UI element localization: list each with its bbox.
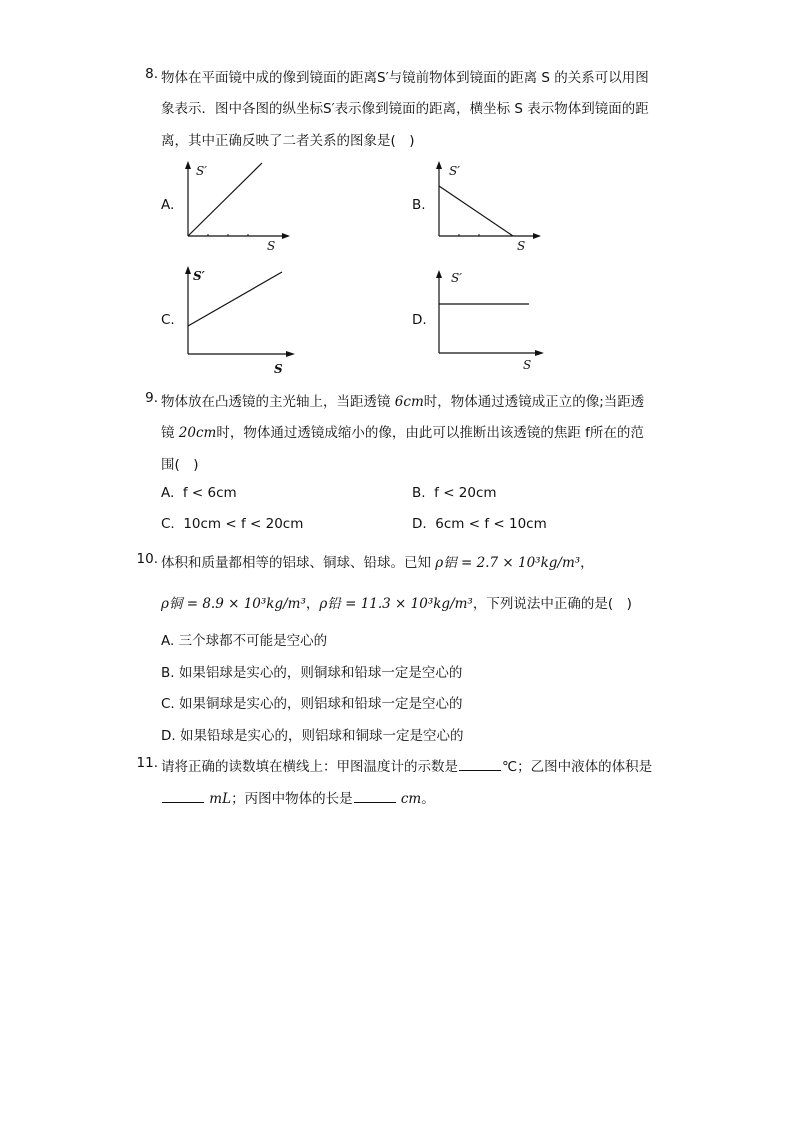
- question-number: 10.: [136, 551, 158, 567]
- question-text-line: 体积和质量都相等的铝球、铜球、铅球。已知 ρ铝 = 2.7 × 10³kg/m³，: [161, 555, 594, 571]
- question-text-line: 离，其中正确反映了二者关系的图象是( ): [161, 133, 415, 149]
- option-d-letter: D.: [412, 312, 427, 328]
- x-axis-label: S: [517, 239, 526, 253]
- option-c-letter: C.: [161, 312, 175, 328]
- question-text-line: 围( ): [161, 457, 199, 473]
- option-b: B. 如果铝球是实心的，则铜球和铅球一定是空心的: [161, 665, 463, 681]
- question-text-line: 物体放在凸透镜的主光轴上，当距透镜 6cm时，物体通过透镜成正立的像;当距透: [161, 394, 645, 410]
- density-copper: ρ铜 = 8.9 × 10³kg/m³: [161, 596, 306, 612]
- option-b: B. f < 20cm: [412, 485, 497, 501]
- option-c: C. 如果铜球是实心的，则铝球和铅球一定是空心的: [161, 696, 463, 712]
- option-b-graph: [429, 158, 549, 253]
- x-axis-label: S: [267, 239, 276, 253]
- density-lead: ρ铅 = 11.3 × 10³kg/m³: [319, 596, 473, 612]
- y-axis-label: S′: [451, 271, 462, 285]
- question-number: 8.: [145, 66, 158, 82]
- option-a-letter: A.: [161, 197, 175, 213]
- option-d: D. 6cm < f < 10cm: [412, 516, 547, 532]
- option-d: D. 如果铅球是实心的，则铝球和铜球一定是空心的: [161, 728, 464, 744]
- question-text-line: 镜 20cm时，物体通过透镜成缩小的像，由此可以推断出该透镜的焦距 f所在的范: [161, 425, 644, 441]
- question-number: 11.: [136, 755, 158, 771]
- option-c-graph: [178, 262, 302, 376]
- density-aluminum: ρ铝 = 2.7 × 10³kg/m³: [435, 555, 581, 571]
- option-a-graph: [178, 158, 298, 253]
- option-a: A. f < 6cm: [161, 485, 237, 501]
- y-axis-label: S′: [449, 164, 460, 178]
- question-text-line: mL；丙图中物体的长是 cm。: [161, 787, 435, 807]
- answer-blank[interactable]: [354, 790, 396, 803]
- question-text-line: 象表示．图中各图的纵坐标S′表示像到镜面的距离，横坐标 S 表示物体到镜面的距: [161, 101, 649, 117]
- graph-line: [439, 186, 513, 236]
- y-axis-label: S′: [193, 269, 205, 283]
- answer-blank[interactable]: [459, 758, 501, 771]
- question-text-line: 请将正确的读数填在横线上：甲图温度计的示数是 ℃；乙图中液体的体积是: [161, 759, 653, 775]
- question-text-line: 物体在平面镜中成的像到镜面的距离S′与镜前物体到镜面的距离 S 的关系可以用图: [161, 70, 649, 86]
- option-d-graph: [429, 266, 553, 372]
- y-axis-label: S′: [196, 164, 207, 178]
- option-c: C. 10cm < f < 20cm: [161, 516, 304, 532]
- answer-blank[interactable]: [162, 790, 204, 803]
- option-b-letter: B.: [412, 197, 426, 213]
- option-a: A. 三个球都不可能是空心的: [161, 633, 328, 649]
- x-axis-label: S: [274, 362, 283, 376]
- question-text-line: ρ铜 = 8.9 × 10³kg/m³，ρ铅 = 11.3 × 10³kg/m³，下列说法中正确的是( ): [161, 596, 632, 612]
- x-axis-label: S: [523, 358, 532, 372]
- question-number: 9.: [145, 390, 158, 406]
